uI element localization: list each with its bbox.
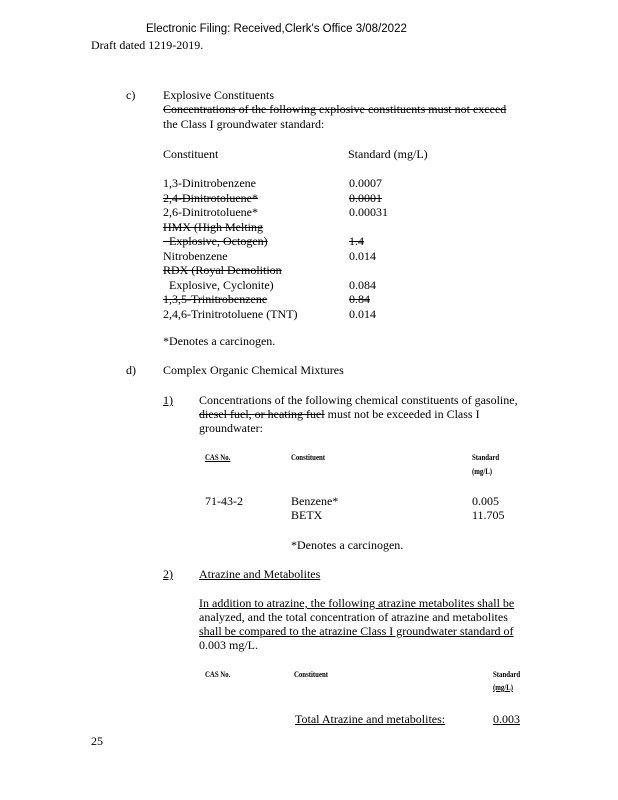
item1-standard-header: Standard <box>472 453 500 462</box>
explosive-row-name: RDX (Royal Demolition <box>163 263 282 277</box>
explosive-row-name: 1,3-Dinitrobenzene <box>163 176 256 190</box>
section-c-title: Explosive Constituents <box>163 88 274 102</box>
item2-cas-header: CAS No. <box>205 670 231 679</box>
explosive-row-name: Explosive, Cyclonite) <box>163 277 274 292</box>
item2-para-line: shall be compared to the atrazine Class I groundwater standard of <box>199 624 514 638</box>
explosive-row-name: 2,4,6-Trinitrotoluene (TNT) <box>163 306 298 321</box>
item1-footnote: *Denotes a carcinogen. <box>291 538 404 552</box>
item2-standard-header: Standard <box>493 670 521 679</box>
item1-line2 <box>199 407 480 421</box>
item2-para-line: analyzed, and the total concentration of atrazine and metabolites <box>199 610 508 624</box>
column-header-standard: Standard (mg/L) <box>348 147 428 161</box>
total-atrazine-label: Total Atrazine and metabolites: <box>295 712 446 726</box>
item1-standard-unit: (mg/L) <box>472 467 493 476</box>
page-number: 25 <box>91 734 103 748</box>
column-header-constituent: Constituent <box>163 147 219 161</box>
total-atrazine-value: 0.003 <box>493 712 520 726</box>
section-d-letter: d) <box>126 363 136 377</box>
section-c-intro-line2: the Class I groundwater standard: <box>163 117 325 131</box>
explosive-row-value: 0.84 <box>349 292 370 306</box>
item2-para-line: In addition to atrazine, the following atrazine metabolites shall be <box>199 596 515 610</box>
explosive-row-value: 0.014 <box>349 306 376 321</box>
filing-stamp: Electronic Filing: Received,Clerk's Office 3/08/2022 <box>146 23 407 35</box>
item1-number: 1) <box>163 393 173 407</box>
item2-standard-unit: (mg/L) <box>493 683 514 692</box>
explosive-row-value: 0.00031 <box>349 205 388 219</box>
item1-row-name: Benzene* <box>291 494 339 508</box>
section-c-footnote: *Denotes a carcinogen. <box>163 334 276 348</box>
draft-date-line: Draft dated 1219-2019. <box>91 38 204 52</box>
item2-title: Atrazine and Metabolites <box>199 567 321 581</box>
section-c-intro-struck: Concentrations of the following explosive constituents must not exceed <box>163 102 507 116</box>
item2-constituent-header: Constituent <box>294 670 329 679</box>
explosive-row-name: HMX (High Melting <box>163 219 263 234</box>
item1-row-value: 0.005 <box>472 494 499 508</box>
explosive-row-value: 0.014 <box>349 248 376 263</box>
item1-row-value: 11.705 <box>472 508 505 522</box>
item1-row-name: BETX <box>291 508 323 522</box>
explosive-row-value: 1.4 <box>349 234 364 248</box>
explosive-row-name: 2,6-Dinitrotoluene* <box>163 205 258 219</box>
item1-constituent-header: Constituent <box>291 453 326 462</box>
section-d-title: Complex Organic Chemical Mixtures <box>163 363 344 377</box>
explosive-row-value: 0.0001 <box>349 190 382 205</box>
item1-line3: groundwater: <box>199 421 263 435</box>
item1-line1: Concentrations of the following chemical constituents of gasoline, <box>199 393 518 407</box>
explosive-row-name: Explosive, Octogen) <box>163 234 268 248</box>
item1-cas-value: 71-43-2 <box>205 494 243 508</box>
explosive-row-value: 0.0007 <box>349 176 382 190</box>
item2-para-line: 0.003 mg/L. <box>199 638 258 652</box>
explosive-row-name: 2,4-Dinitrotoluene* <box>163 190 258 205</box>
explosive-row-name: 1,3,5-Trinitrobenzene <box>163 292 268 306</box>
item1-cas-header: CAS No. <box>205 453 231 462</box>
explosive-row-name: Nitrobenzene <box>163 248 228 263</box>
item1-line2-rest: must not be exceeded in Class I <box>324 407 480 421</box>
item2-number: 2) <box>163 567 173 581</box>
item1-line2-struck: diesel fuel, or heating fuel <box>199 407 325 421</box>
explosive-row-value: 0.084 <box>349 277 376 292</box>
section-c-letter: c) <box>126 88 136 102</box>
